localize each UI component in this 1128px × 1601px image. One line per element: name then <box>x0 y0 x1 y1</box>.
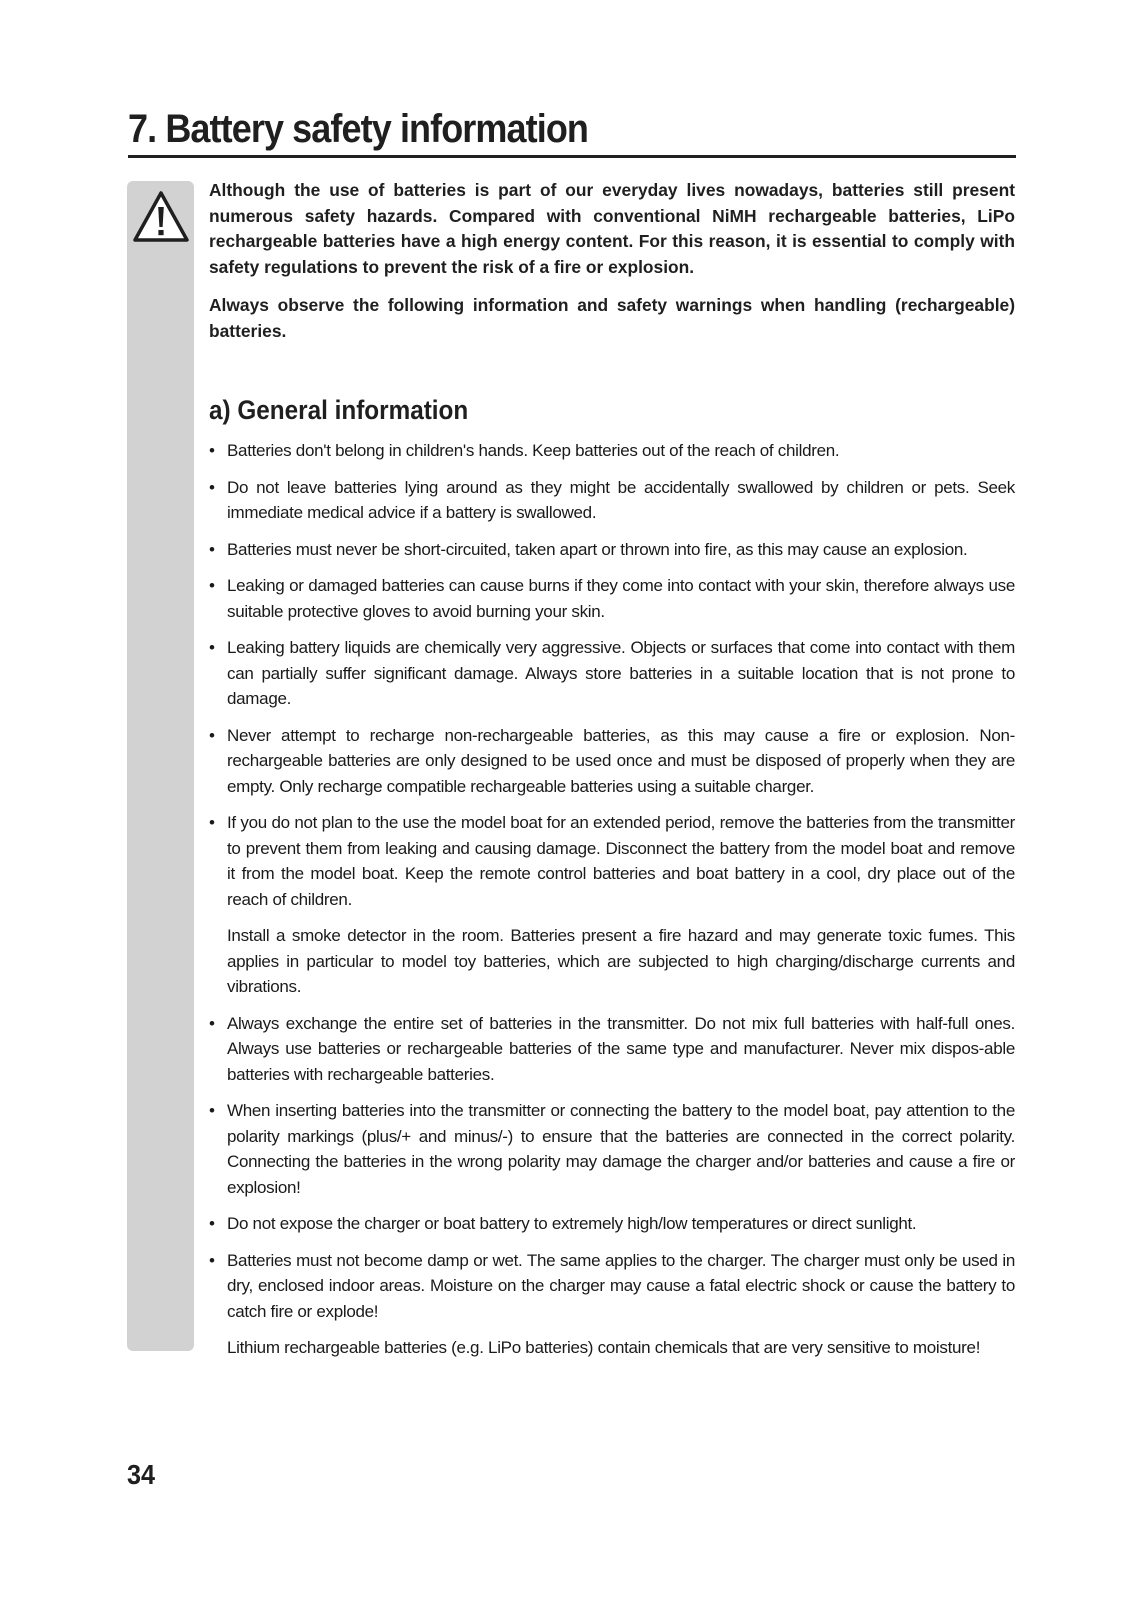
safety-bullet-list <box>209 438 1015 1361</box>
list-item <box>209 438 1015 464</box>
bullet-text: Leaking battery liquids are chemically very aggressive. Objects or surfaces that come into contact with them can partially suffer significant damage. Always store batteries in a suitable location that is not prone to damage. <box>227 638 1015 708</box>
bullet-marker: • <box>209 1214 215 1233</box>
bullet-text: When inserting batteries into the transmitter or connecting the battery to the model boat, pay attention to the polarity markings (plus/+ and minus/-) to ensure that the batteries are connected in the correct polarity. Connecting the batteries in the wrong polarity may damage the charger and/or batteries and cause a fire or explosion! <box>227 1101 1015 1197</box>
bullet-marker: • <box>209 725 215 745</box>
bullet-text: Always exchange the entire set of batteries in the transmitter. Do not mix full batteries with half-full ones. Always use batteries or rechargeable batteries of the same type and manufacturer. Never mix dispos-able batteries with rechargeable batteries. <box>227 1013 1015 1084</box>
list-item <box>209 573 1015 624</box>
intro-paragraph: Although the use of batteries is part of our everyday lives nowadays, batteries still present numerous safety hazards. Compared with conventional NiMH rechargeable batteries, LiPo rechargeable batteries have a high energy content. For this reason, it is essential to comply with safety regulations to prevent the risk of a fire or explosion. <box>209 180 1015 277</box>
bullet-text: Batteries must not become damp or wet. The same applies to the charger. The charger must only be used in dry, enclosed indoor areas. Moisture on the charger may cause a fatal electric shock or cause the battery to catch fire or explode! <box>227 1250 1015 1321</box>
list-item <box>209 1248 1015 1361</box>
bullet-note: Lithium rechargeable batteries (e.g. LiPo batteries) contain chemicals that are very sensitive to moisture! <box>227 1338 981 1357</box>
list-item <box>209 635 1015 712</box>
bullet-marker: • <box>209 477 215 497</box>
bullet-text: Leaking or damaged batteries can cause burns if they come into contact with your skin, therefore always use suitable protective gloves to avoid burning your skin. <box>227 576 1015 621</box>
page-title: 7. Battery safety information <box>128 107 589 151</box>
list-item <box>209 723 1015 800</box>
page-number: 34 <box>127 1459 156 1490</box>
list-item <box>209 475 1015 526</box>
bullet-text: Batteries don't belong in children's hands. Keep batteries out of the reach of children. <box>227 441 840 460</box>
list-item <box>209 537 1015 563</box>
bullet-text: Never attempt to recharge non-rechargeable batteries, as this may cause a fire or explosion. Non-rechargeable batteries are only designed to be used once and must be disposed of properly when they are empty. Only recharge compatible rechargeable batteries using a suitable charger. <box>227 725 1015 796</box>
bullet-marker: • <box>209 1101 215 1120</box>
bullet-marker: • <box>209 813 215 832</box>
bullet-note: Install a smoke detector in the room. Batteries present a fire hazard and may generate toxic fumes. This applies in particular to model toy batteries, which are subjected to high charging/discharge currents and vibrations. <box>227 926 1015 996</box>
bullet-text: Do not leave batteries lying around as they might be accidentally swallowed by children or pets. Seek immediate medical advice if a battery is swallowed. <box>227 477 1015 522</box>
list-item <box>209 810 1015 1000</box>
bullet-marker: • <box>209 441 215 460</box>
bullet-marker: • <box>209 539 215 559</box>
bullet-marker: • <box>209 1013 215 1033</box>
bullet-text: Batteries must never be short-circuited, taken apart or thrown into fire, as this may cause an explosion. <box>227 539 968 559</box>
bullet-marker: • <box>209 1250 215 1270</box>
list-item <box>209 1211 1015 1237</box>
bullet-text: Do not expose the charger or boat battery to extremely high/low temperatures or direct sunlight. <box>227 1214 917 1233</box>
intro-paragraph: Always observe the following information and safety warnings when handling (rechargeable) batteries. <box>209 295 1015 341</box>
bullet-marker: • <box>209 576 215 595</box>
bullet-text: If you do not plan to the use the model boat for an extended period, remove the batteries from the transmitter to prevent them from leaking and causing damage. Disconnect the battery from the model boat and remove it from the model boat. Keep the remote control batteries and boat battery in a cool, dry place out of the reach of children. <box>227 813 1015 909</box>
list-item <box>209 1011 1015 1088</box>
section-heading: a) General information <box>209 395 469 425</box>
main-content <box>209 178 1015 1372</box>
list-item <box>209 1098 1015 1200</box>
title-divider <box>128 155 1016 158</box>
bullet-marker: • <box>209 638 215 657</box>
warning-sidebar <box>127 181 194 1351</box>
warning-triangle-icon <box>131 189 191 245</box>
